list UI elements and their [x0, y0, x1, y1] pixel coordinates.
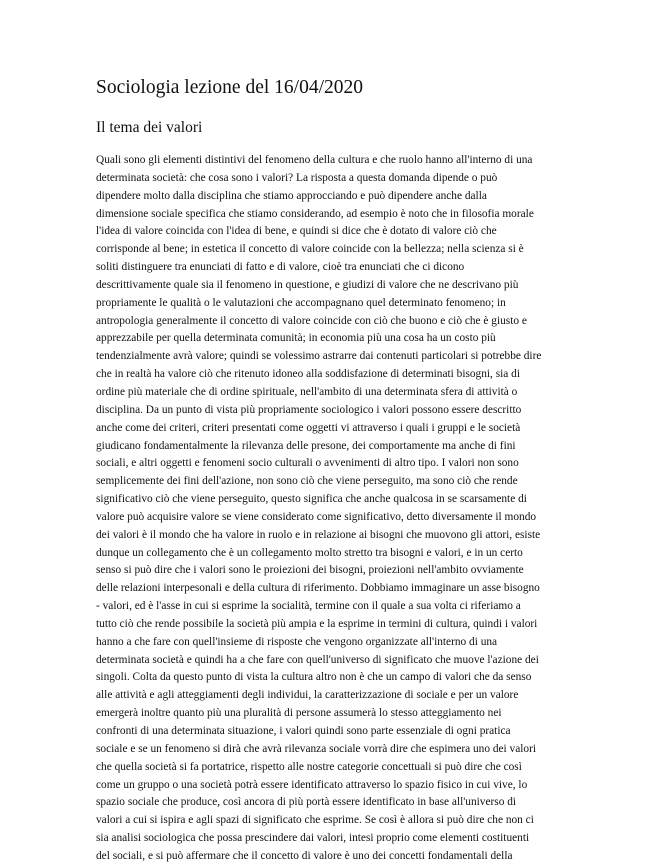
body-text-line: disciplina. Da un punto di vista più propriamente sociologico i valori possono essere descritto [96, 403, 522, 416]
body-text-line: tutto ciò che rende possibile la società più ampia e la esprime in termini di cultura, quindi i valori [96, 617, 538, 630]
body-text-line: valore può acquisire valore se viene considerato come significativo, detto diversamente il mondo [96, 510, 537, 523]
body-text-line: apprezzabile per quella determinata comunità; in economia più una cosa ha un costo più [96, 332, 496, 345]
body-text-line: determinata società: che cosa sono i valori? La risposta a questa domanda dipende o può [96, 171, 498, 184]
document-subtitle: Il tema dei valori [96, 119, 203, 136]
body-text-line: dei valori è il mondo che ha valore in ruolo e in relazione ai bisogni che muovono gli attori, esiste [96, 528, 541, 541]
body-text-line: delle relazioni interpesonali e della cultura di riferimento. Dobbiamo immaginare un asse bisogno [96, 582, 540, 595]
body-paragraph [96, 152, 570, 866]
body-text-line: dunque un collegamento che è un collegamento molto stretto tra bisogni e valori, e in un certo [96, 546, 523, 559]
body-text-line: antropologia generalmente il concetto di valore coincide con ciò che buono e ciò che è giusto e [96, 314, 527, 327]
body-text-line: tendenzialmente avrà valore; quindi se volessimo astrarre dai contenuti particolari si potrebbe dire [96, 350, 542, 363]
body-text-line: che quella società si fa portatrice, rispetto alle nostre categorie concettuali si può dire che così [96, 760, 522, 773]
body-text-line: soliti distinguere tra enunciati di fatto e di valore, cioè tra enunciati che ci dicono [96, 261, 465, 274]
body-text-line: Quali sono gli elementi distintivi del fenomeno della cultura e che ruolo hanno all'interno di una [96, 154, 533, 166]
body-text-line: semplicemente dei fini dell'azione, non sono ciò che viene perseguito, ma sono ciò che rende [96, 475, 518, 488]
document-title: Sociologia lezione del 16/04/2020 [96, 77, 363, 98]
body-text-line: ordine più materiale che di ordine spirituale, nell'ambito di una determinata sfera di attività o [96, 385, 518, 398]
body-text-line: corrisponde al bene; in estetica il concetto di valore coincide con la bellezza; nella scienza si è [96, 243, 524, 256]
body-text-line: emergerà inoltre quanto più una pluralità di persone assumerà lo stesso atteggiamento nei [96, 707, 502, 720]
body-text-line: che in realtà ha valore ciò che ritenuto idoneo alla soddisfazione di determinati bisogni, sia di [96, 368, 520, 381]
body-text-line: propriamente le qualità o le valutazioni che accompagnano quel determinato fenomeno; in [96, 296, 506, 309]
body-text-line: hanno a che fare con quell'insieme di risposte che vengono organizzate all'interno di una [96, 635, 498, 648]
body-text-line: sociali, e altri oggetti e fenomeni socio culturali o avvenimenti di altro tipo. I valori non sono [96, 457, 519, 470]
body-text-line: alle attività e agli atteggiamenti degli individui, la caratterizzazione di sociale e per un valore [96, 689, 519, 702]
body-text-line: senso si può dire che i valori sono le proiezioni dei bisogni, proiezioni nell'ambito ovviamente [96, 564, 524, 577]
body-text-line: spazio sociale che produce, così ancora di più portà essere identificato in base all'universo di [96, 796, 517, 809]
body-text-line: sociale e se un fenomeno si dirà che avrà rilevanza sociale vorrà dire che espimera uno dei valori [96, 742, 537, 755]
body-text-line: descrittivamente quale sia il fenomeno in questione, e giudizi di valore che ne descrivano più [96, 278, 519, 291]
body-text-line: - valori, ed è l'asse in cui si esprime la socialità, termine con il quale a sua volta ci riferiamo a [96, 600, 521, 613]
body-text-line: confronti di una determinata situazione, i valori quindi sono parte essenziale di ogni pratica [96, 725, 511, 737]
body-text-line: significativo ciò che viene perseguito, questo significa che anche qualcosa in se scarsamente di [96, 493, 527, 506]
body-text-line: valori a cui si ispira e agli spazi di significato che esprime. Se così è allora si può dire che non ci [96, 814, 534, 827]
body-text-line: singoli. Colta da questo punto di vista la cultura altro non è che un campo di valori che da senso [96, 671, 532, 684]
body-text-line: l'idea di valore coincida con l'idea di bene, e quindi si dice che è dotato di valore ciò che [96, 225, 497, 238]
body-text-line: giudicano fondamentalmente la rilevanza delle presone, dei comportamente ma anche di fini [96, 439, 516, 452]
body-text-line: dipendere molto dalla disciplina che stiamo approcciando e può dipendere anche dalla [96, 189, 487, 202]
document-page [96, 76, 570, 866]
body-text-line: anche come dei criteri, criteri presentati come oggetti vi attraverso i quali i gruppi e le società [96, 421, 521, 434]
body-text-line: dimensione sociale specifica che stiamo considerando, ad esempio è noto che in filosofia morale [96, 207, 534, 220]
body-text-line: determinata società e quindi ha a che fare con quell'universo di significato che muove l'azione dei [96, 653, 539, 666]
body-text-line: come un gruppo o una società potrà essere identificato attraverso lo spazio fisico in cui vive, lo [96, 778, 528, 791]
body-text-line: del sociali, e si può affermare che il concetto di valore è uno dei concetti fondamentali della [96, 849, 513, 862]
body-text-line: sia analisi sociologica che possa prescindere dai valori, intesi proprio come elementi costituenti [96, 832, 530, 845]
